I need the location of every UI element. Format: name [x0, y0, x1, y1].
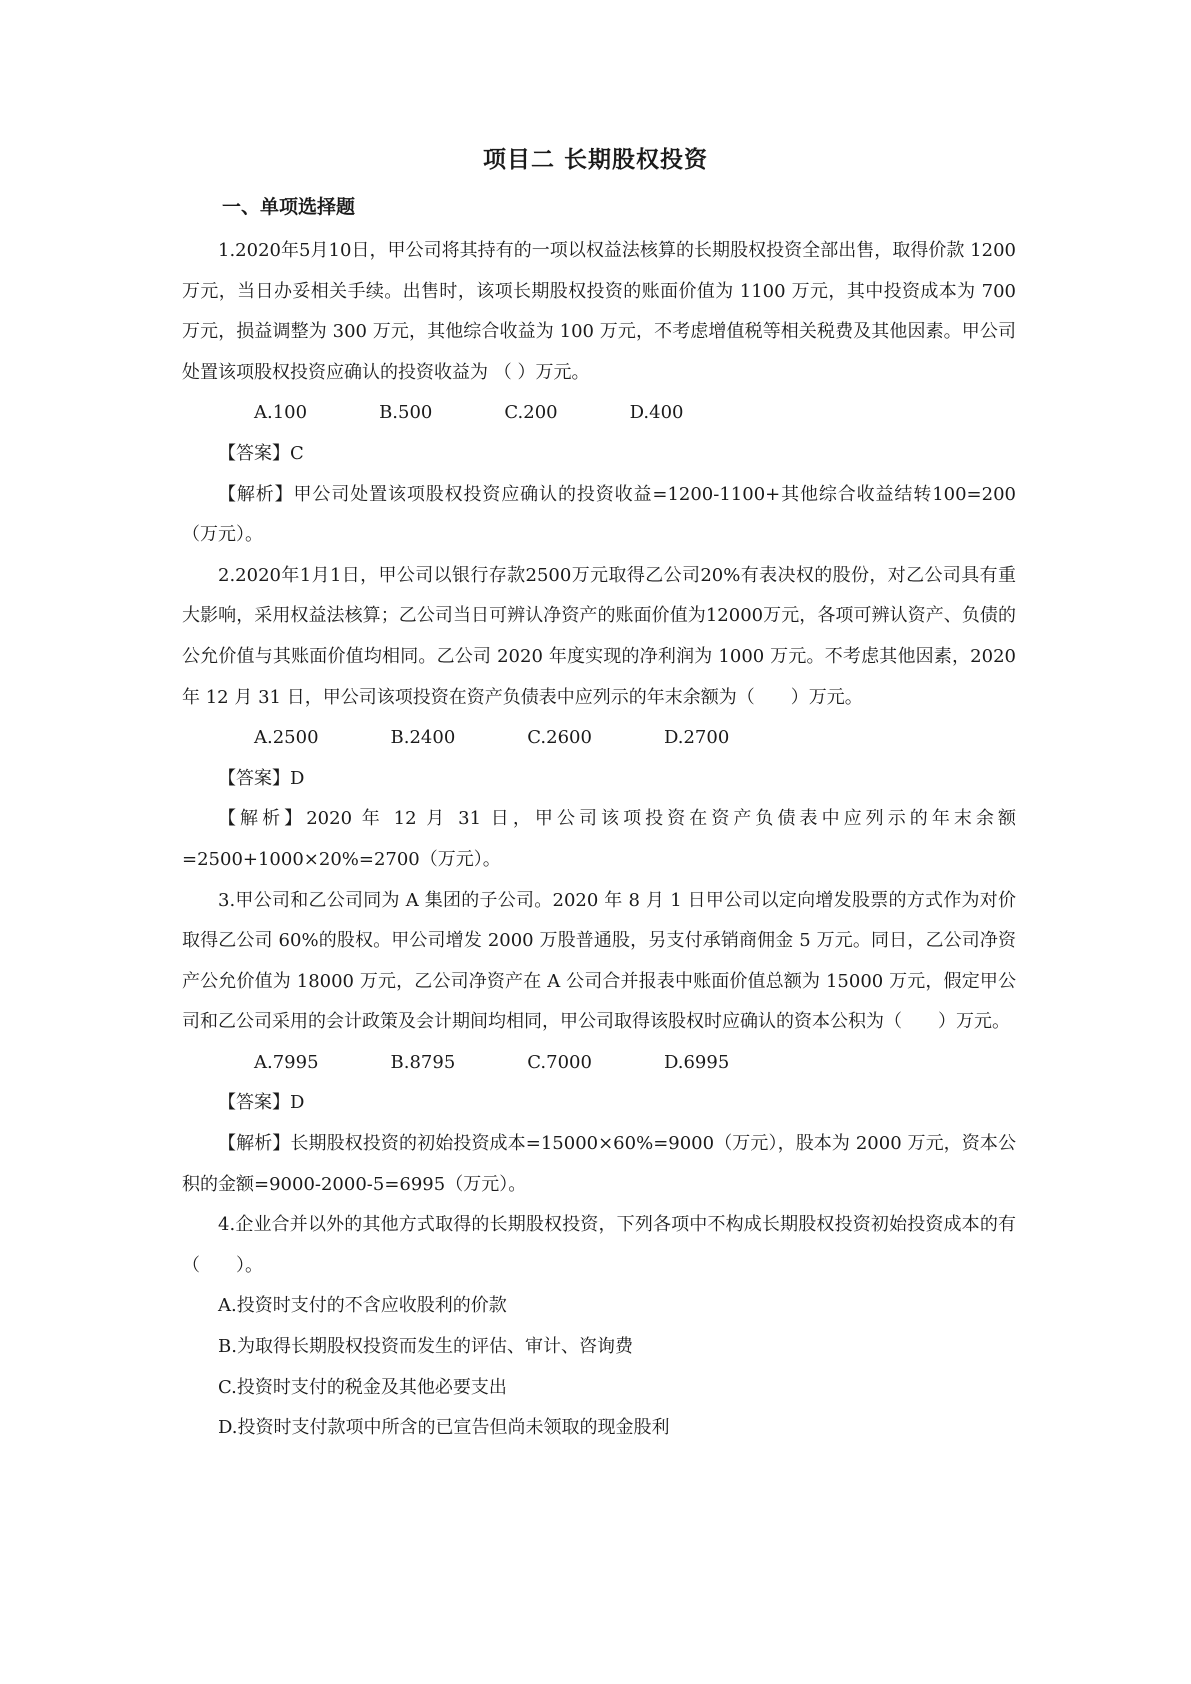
- question-3-options: [182, 1043, 1016, 1084]
- question-3-stem: 3.甲公司和乙公司同为 A 集团的子公司。2020 年 8 月 1 日甲公司以定向增发股票的方式作为对价取得乙公司 60%的股权。甲公司增发 2000 万股普通股，另支付承销商佣金 5 万元。同日，乙公司净资产公允价值为 18000 万元，乙公司净资产在 A 公司合并报表中账面价值总额为 15000 万元，假定甲公司和乙公司采用的会计政策及会计期间均相同，甲公司取得该股权时应确认的资本公积为（ ）万元。: [182, 889, 1016, 1033]
- question-2-option-c: C.2600: [527, 727, 592, 749]
- question-1-answer: 【答案】C: [218, 442, 304, 464]
- question-1-stem: 1.2020年5月10日，甲公司将其持有的一项以权益法核算的长期股权投资全部出售，取得价款 1200 万元，当日办妥相关手续。出售时，该项长期股权投资的账面价值为 1100 万元，其中投资成本为 700 万元，损益调整为 300 万元，其他综合收益为 100 万元，不考虑增值税等相关税费及其他因素。甲公司处置该项股权投资应确认的投资收益为 （ ）万元。: [182, 240, 1016, 383]
- question-2-option-d: D.2700: [663, 727, 730, 749]
- question-4-option-c: C.投资时支付的税金及其他必要支出: [218, 1376, 507, 1398]
- question-2-stem: 2.2020年1月1日，甲公司以银行存款2500万元取得乙公司20%有表决权的股份，对乙公司具有重大影响，采用权益法核算；乙公司当日可辨认净资产的账面价值为12000万元，各项可辨认资产、负债的公允价值与其账面价值均相同。乙公司 2020 年度实现的净利润为 1000 万元。不考虑其他因素，2020 年 12 月 31 日，甲公司该项投资在资产负债表中应列示的年末余额为（ ）万元。: [182, 564, 1016, 708]
- question-3-option-a: A.7995: [254, 1051, 319, 1073]
- question-list: [182, 231, 1016, 1449]
- question-2-answer: 【答案】D: [218, 767, 305, 789]
- question-1-options: [182, 393, 1016, 434]
- question-1-option-d: D.400: [629, 402, 684, 424]
- question-2-option-b: B.2400: [390, 727, 456, 749]
- question-3-option-c: C.7000: [527, 1051, 592, 1073]
- section-heading: 一、单项选择题: [222, 196, 356, 218]
- question-1-option-c: C.200: [504, 402, 558, 424]
- question-2-option-a: A.2500: [254, 727, 319, 749]
- question-2-analysis: 【解析】2020 年 12 月 31 日，甲公司该项投资在资产负债表中应列示的年末余额=2500+1000×20%=2700（万元）。: [182, 808, 1016, 870]
- question-4-stem: 4.企业合并以外的其他方式取得的长期股权投资，下列各项中不构成长期股权投资初始投资成本的有（ ）。: [182, 1214, 1016, 1276]
- question-2-options: [182, 718, 1016, 759]
- question-3-option-d: D.6995: [663, 1051, 730, 1073]
- question-3-option-b: B.8795: [390, 1051, 456, 1073]
- question-4-option-a: A.投资时支付的不含应收股利的价款: [218, 1295, 507, 1317]
- question-3-analysis: 【解析】长期股权投资的初始投资成本=15000×60%=9000（万元），股本为 2000 万元，资本公积的金额=9000-2000-5=6995（万元）。: [182, 1133, 1016, 1195]
- question-1-option-b: B.500: [379, 402, 433, 424]
- question-3-answer: 【答案】D: [218, 1092, 305, 1114]
- question-1-option-a: A.100: [254, 402, 308, 424]
- question-4-option-b: B.为取得长期股权投资而发生的评估、审计、咨询费: [218, 1336, 633, 1358]
- document-title: 项目二 长期股权投资: [482, 147, 708, 173]
- question-4-option-d: D.投资时支付款项中所含的已宣告但尚未领取的现金股利: [218, 1417, 670, 1439]
- question-1-analysis: 【解析】甲公司处置该项股权投资应确认的投资收益=1200-1100+其他综合收益结转100=200（万元）。: [182, 483, 1016, 546]
